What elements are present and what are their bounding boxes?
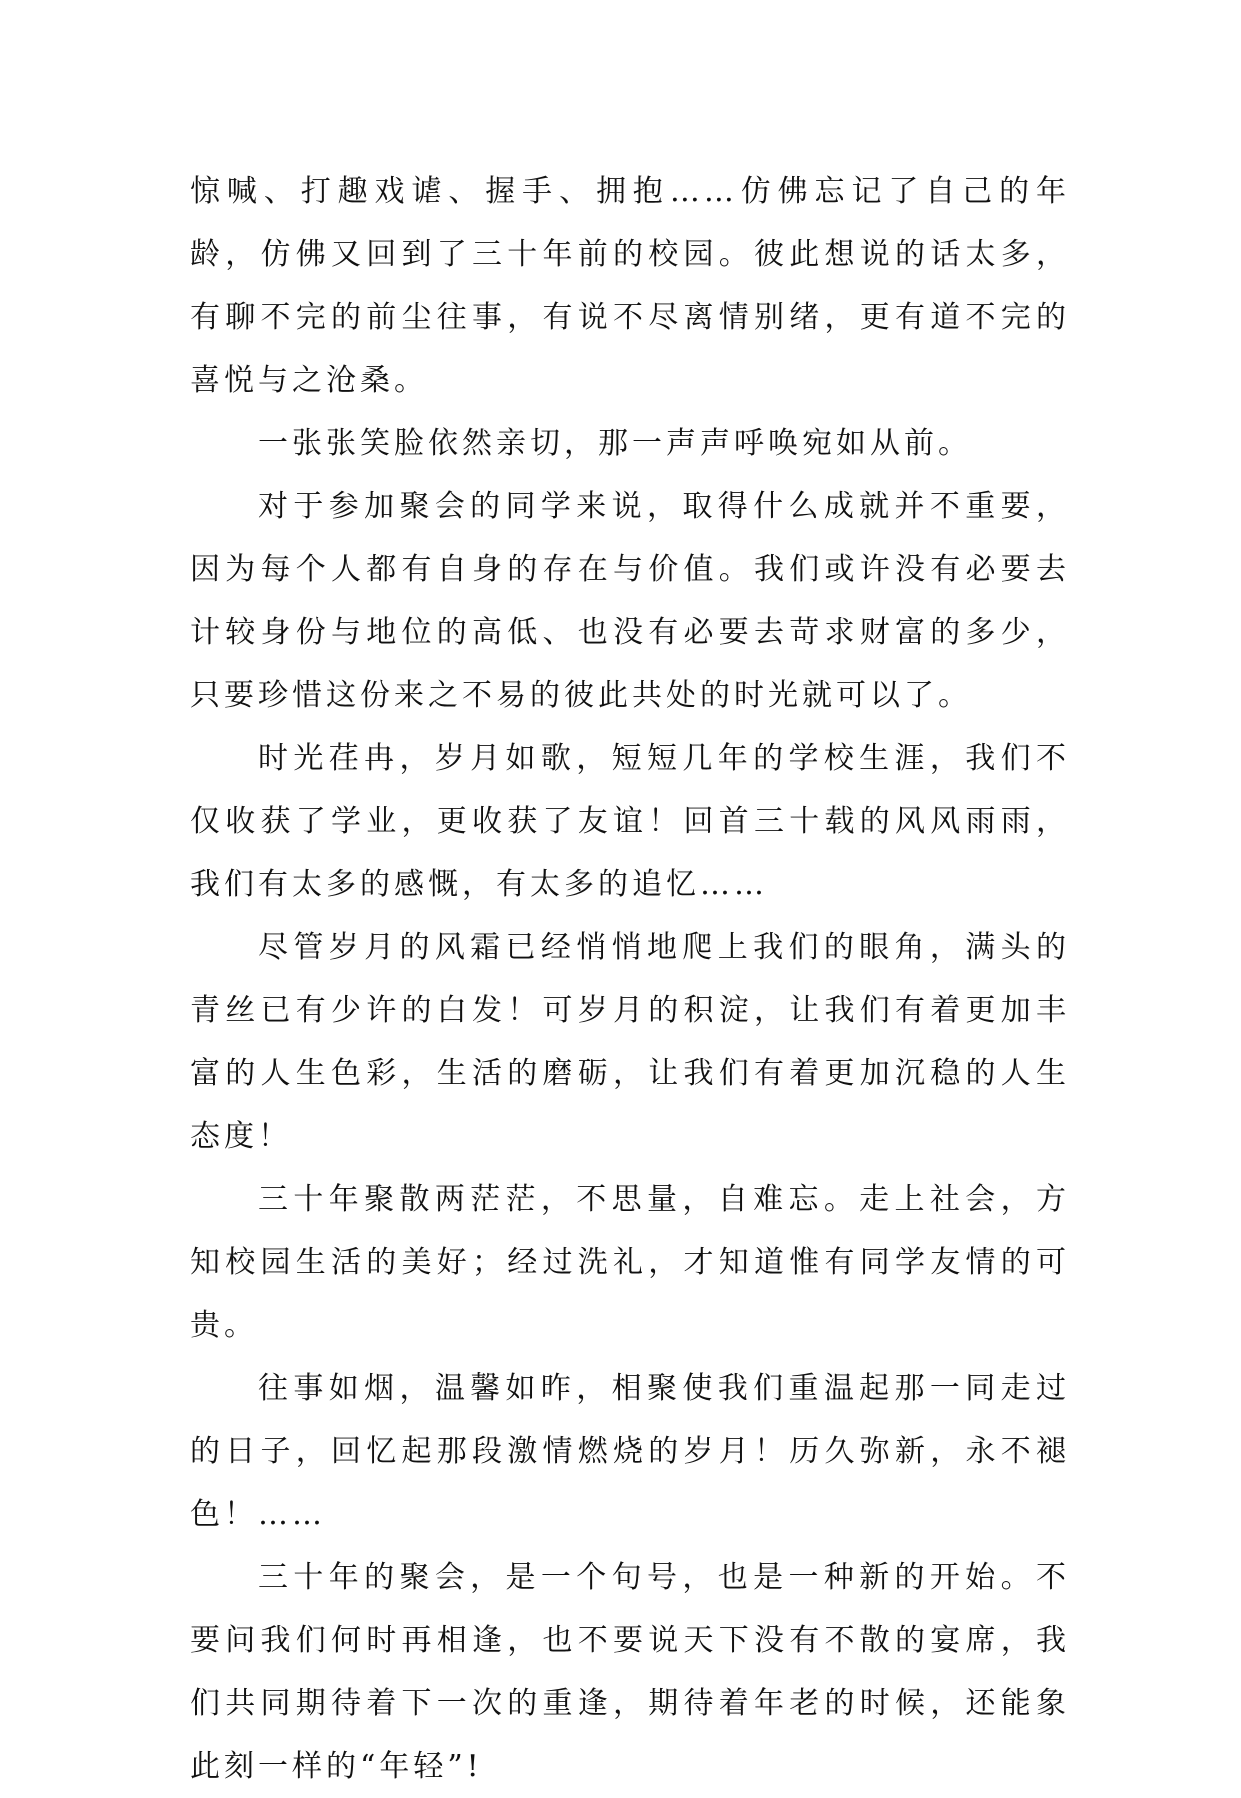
paragraph-6: 三十年聚散两茫茫，不思量，自难忘。走上社会，方知校园生活的美好；经过洗礼，才知道惟有同学友情的可贵。 <box>190 1182 1070 1343</box>
paragraph-3: 对于参加聚会的同学来说，取得什么成就并不重要，因为每个人都有自身的存在与价值。我们或许没有必要去计较身份与地位的高低、也没有必要去苛求财富的多少，只要珍惜这份来之不易的彼此共处的时光就可以了。 <box>190 489 1070 713</box>
paragraph-2: 一张张笑脸依然亲切，那一声声呼唤宛如从前。 <box>258 426 972 461</box>
paragraph-1: 惊喊、打趣戏谑、握手、拥抱……仿佛忘记了自己的年龄，仿佛又回到了三十年前的校园。彼此想说的话太多，有聊不完的前尘往事，有说不尽离情别绪，更有道不完的喜悦与之沧桑。 <box>190 174 1070 398</box>
paragraph-7: 往事如烟，温馨如昨，相聚使我们重温起那一同走过的日子，回忆起那段激情燃烧的岁月！历久弥新，永不褪色！…… <box>190 1371 1070 1532</box>
paragraph-8: 三十年的聚会，是一个句号，也是一种新的开始。不要问我们何时再相逢，也不要说天下没有不散的宴席，我们共同期待着下一次的重逢，期待着年老的时候，还能象此刻一样的“年轻”! <box>190 1560 1070 1784</box>
body-text <box>190 160 1070 1798</box>
paragraph-5: 尽管岁月的风霜已经悄悄地爬上我们的眼角，满头的青丝已有少许的白发！可岁月的积淀，让我们有着更加丰富的人生色彩，生活的磨砺，让我们有着更加沉稳的人生态度！ <box>190 930 1070 1154</box>
paragraph-4: 时光荏冉，岁月如歌，短短几年的学校生涯，我们不仅收获了学业，更收获了友谊！回首三十载的风风雨雨，我们有太多的感慨，有太多的追忆…… <box>190 741 1070 902</box>
